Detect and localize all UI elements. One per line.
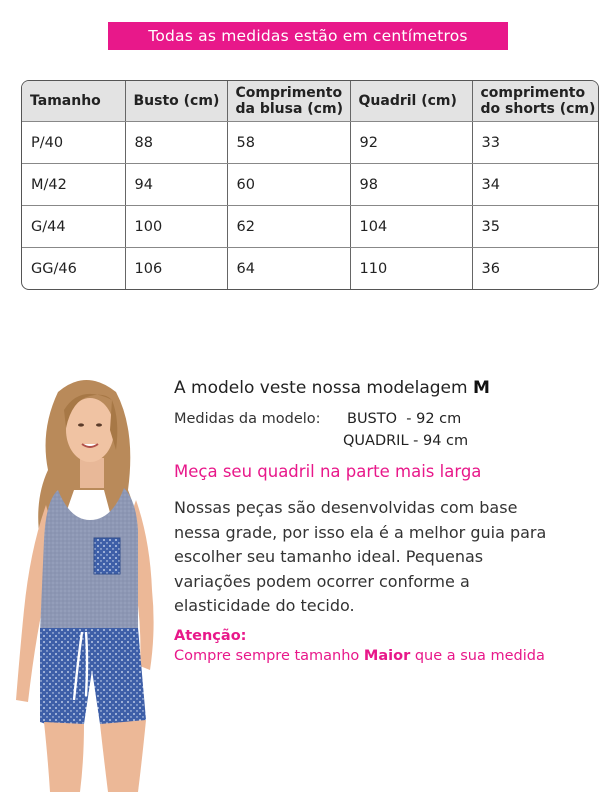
hip-measure-hint: Meça seu quadril na parte mais larga (174, 462, 482, 481)
table-row (22, 164, 598, 206)
cell-busto: 94 (125, 164, 227, 206)
header-busto: Busto (cm) (125, 81, 227, 122)
cell-size: M/42 (22, 164, 125, 206)
header-comprimento-shorts: comprimento do shorts (cm) (472, 81, 598, 122)
model-quadril: QUADRIL - 94 cm (343, 433, 469, 449)
attention-title: Atenção: (174, 628, 247, 644)
cell-shorts: 35 (472, 206, 598, 248)
header-comprimento-blusa: Comprimento da blusa (cm) (227, 81, 350, 122)
cell-blusa: 58 (227, 122, 350, 164)
units-banner: Todas as medidas estão em centímetros (108, 22, 508, 50)
cell-shorts: 34 (472, 164, 598, 206)
cell-busto: 88 (125, 122, 227, 164)
cell-shorts: 33 (472, 122, 598, 164)
attention-emphasis: Maior (363, 648, 411, 664)
header-tamanho: Tamanho (22, 81, 125, 122)
cell-quadril: 110 (350, 248, 472, 290)
attention-suffix: que a sua medida (414, 648, 545, 664)
table-row (22, 206, 598, 248)
cell-shorts: 36 (481, 260, 500, 277)
cell-blusa: 62 (227, 206, 350, 248)
cell-size: GG/46 (22, 248, 125, 290)
model-size-value: M (472, 378, 490, 398)
attention-text (174, 648, 545, 664)
table-row (22, 248, 598, 290)
size-guide-paragraph: Nossas peças são desenvolvidas com base nessa grade, por isso ela é a melhor guia para escolher seu tamanho ideal. Pequenas variações podem ocorrer conforme a elasticidade do tecido. (174, 498, 547, 615)
cell-quadril: 92 (350, 122, 472, 164)
model-size-line (174, 378, 490, 398)
size-chart-table (21, 80, 599, 290)
cell-blusa: 64 (227, 248, 350, 290)
model-measures-label: Medidas da modelo: (174, 411, 321, 427)
cell-quadril: 104 (350, 206, 472, 248)
table-header-row (22, 81, 598, 122)
cell-quadril: 98 (350, 164, 472, 206)
cell-blusa: 60 (227, 164, 350, 206)
header-quadril: Quadril (cm) (350, 81, 472, 122)
model-size-prefix: A modelo veste nossa modelagem (174, 378, 468, 398)
cell-busto: 100 (125, 206, 227, 248)
table-row (22, 122, 598, 164)
cell-size: P/40 (22, 122, 125, 164)
model-photo (0, 370, 170, 792)
model-busto: BUSTO - 92 cm (347, 411, 462, 427)
attention-prefix: Compre sempre tamanho (174, 648, 360, 664)
cell-busto: 106 (125, 248, 227, 290)
cell-size: G/44 (22, 206, 125, 248)
